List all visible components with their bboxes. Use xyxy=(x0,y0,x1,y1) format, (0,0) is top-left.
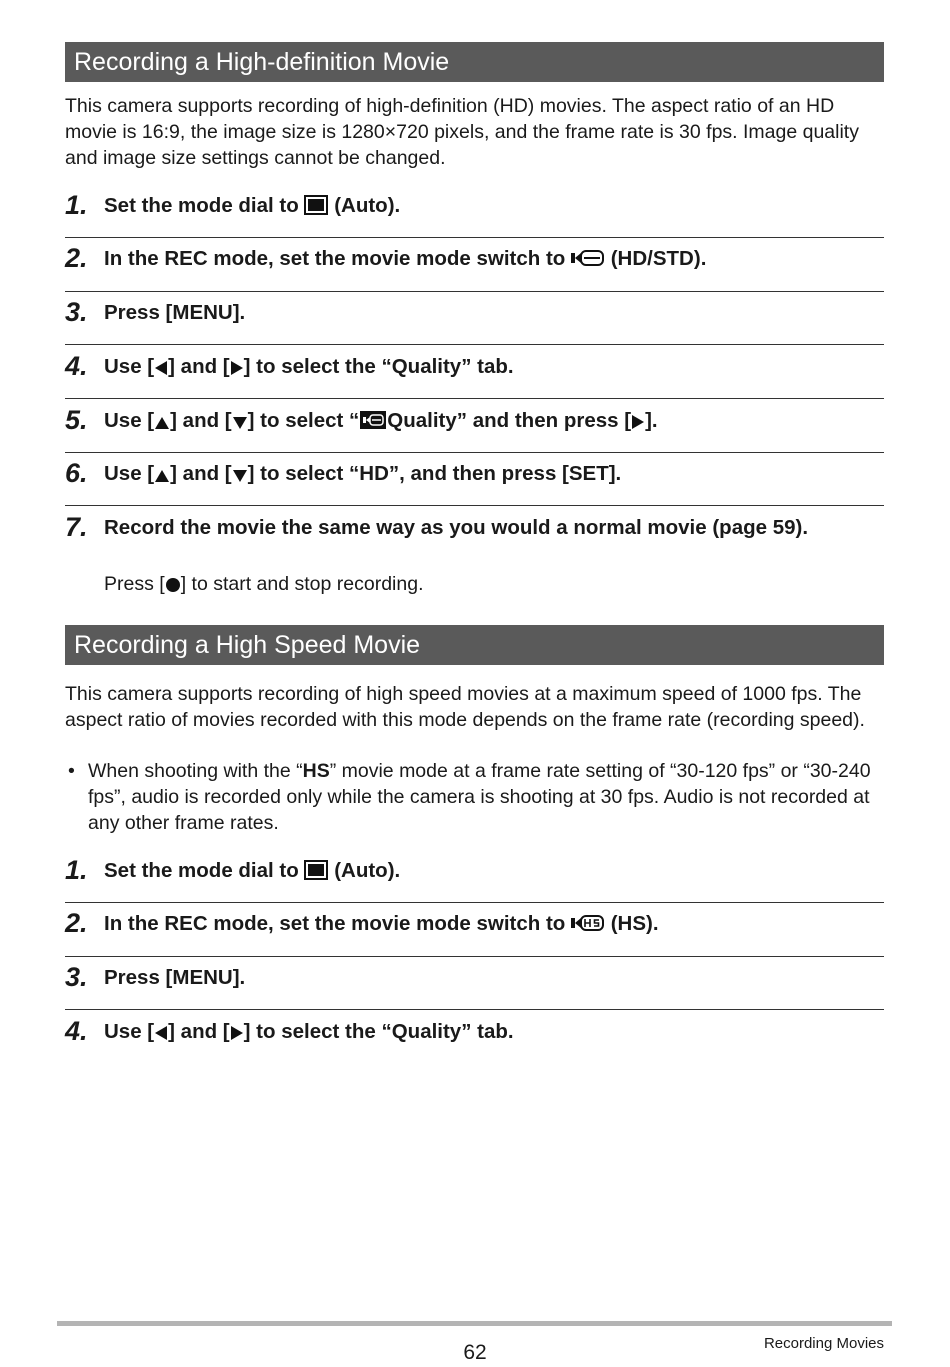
auto-mode-icon xyxy=(304,195,328,223)
step-text-part: Use [ xyxy=(104,409,155,432)
divider xyxy=(65,398,884,399)
step-number: 1. xyxy=(65,855,88,885)
bullet-note xyxy=(65,758,887,836)
step-text-part: ] to select the “Quality” tab. xyxy=(243,1020,514,1043)
step-number: 2. xyxy=(65,908,88,938)
right-triangle-icon xyxy=(230,1021,244,1049)
down-triangle-icon xyxy=(232,463,248,491)
step-number: 1. xyxy=(65,190,88,220)
step-text xyxy=(104,857,884,888)
step-text-part: ] and [ xyxy=(170,409,232,432)
step-text xyxy=(104,407,884,438)
record-dot-icon xyxy=(165,574,181,600)
step-text-part: ] to select “HD”, and then press [SET]. xyxy=(247,462,622,485)
right-triangle-icon xyxy=(631,410,645,438)
step-text-part: ] and [ xyxy=(170,462,232,485)
step-text xyxy=(104,910,884,941)
divider xyxy=(65,902,884,903)
step-note xyxy=(104,571,424,600)
page-number: 62 xyxy=(463,1341,487,1364)
step-note-part: Press [ xyxy=(104,573,165,595)
section-title: Recording a High-definition Movie xyxy=(74,48,450,76)
step-text: Press [MENU]. xyxy=(104,966,246,989)
step-text xyxy=(104,460,884,491)
footer-section-label: Recording Movies xyxy=(763,1335,884,1352)
step-text-part: ] to select the “Quality” tab. xyxy=(243,355,514,378)
step-text-part: Set the mode dial to xyxy=(104,859,299,882)
step-text: Record the movie the same way as you would a normal movie (page 59). xyxy=(104,516,809,539)
divider xyxy=(65,505,884,506)
step-note-part: ] to start and stop recording. xyxy=(180,573,424,595)
hs-movie-icon xyxy=(571,913,605,941)
step-text-part: Set the mode dial to xyxy=(104,194,299,217)
step-number: 6. xyxy=(65,458,88,488)
step-text-part: (HS). xyxy=(610,912,659,935)
step-text-part: (Auto). xyxy=(334,194,401,217)
step-number: 4. xyxy=(65,351,88,381)
up-triangle-icon xyxy=(154,463,170,491)
section-title: Recording a High Speed Movie xyxy=(74,631,421,659)
bullet-text xyxy=(65,758,887,836)
intro-paragraph: This camera supports recording of high speed movies at a maximum speed of 1000 fps. The aspect ratio of movies recorded with this mode depends on the frame rate (recording speed). xyxy=(65,683,865,731)
left-triangle-icon xyxy=(154,1021,168,1049)
step-text-part: ]. xyxy=(645,409,658,432)
divider xyxy=(65,344,884,345)
step-text-part: Quality” and then press [ xyxy=(387,409,632,432)
step-text: Press [MENU]. xyxy=(104,301,246,324)
right-triangle-icon xyxy=(230,356,244,384)
up-triangle-icon xyxy=(154,410,170,438)
section-header-high-speed-movie xyxy=(65,625,884,665)
footer-divider xyxy=(57,1321,892,1326)
bullet-mark: • xyxy=(68,760,75,782)
bullet-text-part: ” movie mode at a frame rate setting of “30-120 fps” or “30-240 fps”, audio is recorded only while the camera is shooting at 30 fps. Audio is not recorded at any other frame rates. xyxy=(88,760,871,834)
step-text-part: ] to select “ xyxy=(247,409,360,432)
step-text-part: (Auto). xyxy=(334,859,401,882)
step-number: 5. xyxy=(65,405,88,435)
step-text-part: ] and [ xyxy=(168,355,230,378)
step-text xyxy=(104,192,884,223)
step-number: 7. xyxy=(65,512,88,542)
hd-std-movie-icon xyxy=(571,248,605,276)
section-header-hd-movie xyxy=(65,42,884,82)
left-triangle-icon xyxy=(154,356,168,384)
intro-paragraph: This camera supports recording of high-definition (HD) movies. The aspect ratio of an HD movie is 16:9, the image size is 1280×720 pixels, and the frame rate is 30 fps. Image quality and image size settings cannot be changed. xyxy=(65,95,859,169)
step-text-part: Use [ xyxy=(104,1020,155,1043)
step-text-part: ] and [ xyxy=(168,1020,230,1043)
movie-quality-icon xyxy=(359,410,387,438)
down-triangle-icon xyxy=(232,410,248,438)
step-text-part: Use [ xyxy=(104,355,155,378)
step-text xyxy=(104,245,884,276)
step-text-part: In the REC mode, set the movie mode switch to xyxy=(104,912,566,935)
step-number: 3. xyxy=(65,962,88,992)
divider xyxy=(65,291,884,292)
divider xyxy=(65,452,884,453)
step-text-part: Use [ xyxy=(104,462,155,485)
bullet-text-bold: HS xyxy=(302,760,330,782)
step-number: 3. xyxy=(65,297,88,327)
divider xyxy=(65,237,884,238)
bullet-text-part: When shooting with the “ xyxy=(88,760,303,782)
divider xyxy=(65,956,884,957)
auto-mode-icon xyxy=(304,860,328,888)
divider xyxy=(65,1009,884,1010)
step-text-part: (HD/STD). xyxy=(610,247,707,270)
step-text xyxy=(104,1018,884,1049)
step-number: 2. xyxy=(65,243,88,273)
step-text-part: In the REC mode, set the movie mode switch to xyxy=(104,247,566,270)
step-number: 4. xyxy=(65,1016,88,1046)
step-text xyxy=(104,353,884,384)
